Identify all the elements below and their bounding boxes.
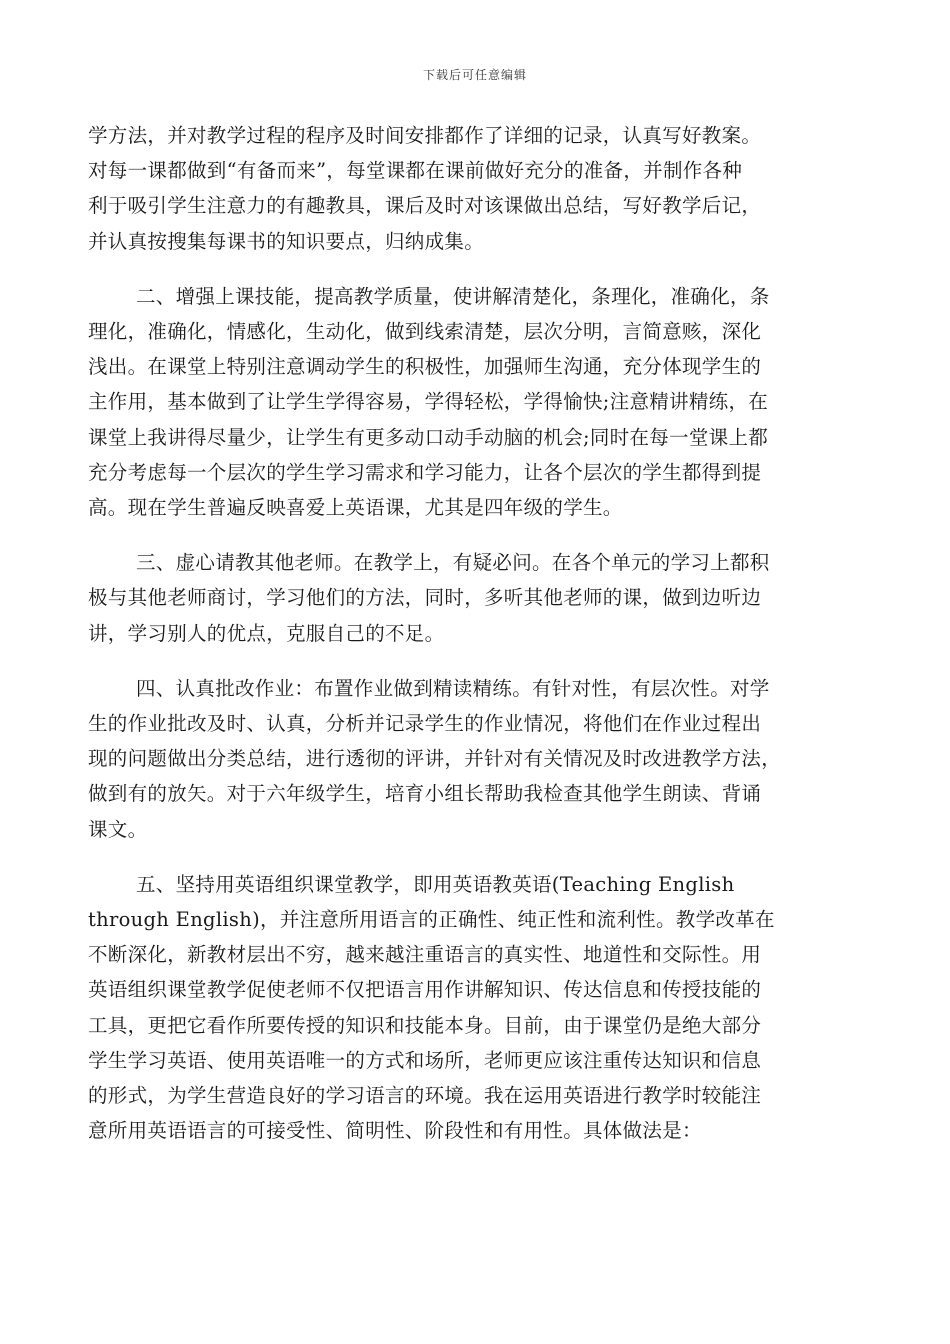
- text-line: 对每一课都做到“有备而来”，每堂课都在课前做好充分的准备，并制作各种: [88, 159, 743, 183]
- text-line: 浅出。在课堂上特别注意调动学生的积极性，加强师生沟通，充分体现学生的: [88, 355, 762, 379]
- text-line: 学生学习英语、使用英语唯一的方式和场所，老师更应该注重传达知识和信息: [88, 1048, 762, 1072]
- text-line: 理化，准确化，情感化，生动化，做到线索清楚，层次分明，言简意赅，深化: [88, 320, 762, 344]
- text-line: 二、增强上课技能，提高教学质量，使讲解清楚化，条理化，准确化，条: [136, 284, 770, 308]
- text-line: 现的问题做出分类总结，进行透彻的评讲，并针对有关情况及时改进教学方法，: [88, 747, 782, 771]
- text-line: 意所用英语语言的可接受性、简明性、阶段性和有用性。具体做法是：: [88, 1119, 702, 1143]
- text-line: 极与其他老师商讨，学习他们的方法，同时，多听其他老师的课，做到边听边: [88, 586, 762, 610]
- text-line: 做到有的放矢。对于六年级学生，培育小组长帮助我检查其他学生朗读、背诵: [88, 782, 762, 806]
- text-line: 主作用，基本做到了让学生学得容易，学得轻松，学得愉快;注意精讲精练，在: [88, 390, 769, 414]
- page-header: 下载后可任意编辑: [422, 68, 527, 82]
- paragraph-section-4: [88, 671, 863, 847]
- text-line: 并认真按搜集每课书的知识要点，归纳成集。: [88, 229, 485, 253]
- text-line: 讲，学习别人的优点，克服自己的不足。: [88, 621, 445, 645]
- text-line: through English)，并注意所用语言的正确性、纯正性和流利性。教学改革在: [88, 908, 775, 932]
- text-line: 学方法，并对教学过程的程序及时间安排都作了详细的记录，认真写好教案。: [88, 124, 762, 147]
- text-line: 工具，更把它看作所要传授的知识和技能本身。目前，由于课堂仍是绝大部分: [88, 1013, 762, 1037]
- text-line: 利于吸引学生注意力的有趣教具，课后及时对该课做出总结，写好教学后记，: [88, 194, 762, 218]
- paragraph-section-3: [88, 545, 863, 651]
- paragraph-section-2: [88, 279, 863, 525]
- document-body: [88, 118, 863, 1148]
- text-line: 高。现在学生普遍反映喜爱上英语课，尤其是四年级的学生。: [88, 496, 623, 520]
- text-line: 课堂上我讲得尽量少，让学生有更多动口动手动脑的机会;同时在每一堂课上都: [88, 425, 769, 449]
- text-line: 五、坚持用英语组织课堂教学，即用英语教英语(Teaching English: [136, 872, 735, 896]
- text-line: 四、认真批改作业：布置作业做到精读精练。有针对性，有层次性。对学: [136, 676, 770, 700]
- paragraph-section-5: [88, 867, 863, 1149]
- text-line: 生的作业批改及时、认真，分析并记录学生的作业情况，将他们在作业过程出: [88, 712, 762, 736]
- text-line: 充分考虑每一个层次的学生学习需求和学习能力，让各个层次的学生都得到提: [88, 460, 762, 484]
- text-line: 的形式，为学生营造良好的学习语言的环境。我在运用英语进行教学时较能注: [88, 1084, 762, 1108]
- text-line: 课文。: [88, 817, 148, 841]
- text-line: 不断深化，新教材层出不穷，越来越注重语言的真实性、地道性和交际性。用: [88, 943, 762, 967]
- text-line: 三、虚心请教其他老师。在教学上，有疑必问。在各个单元的学习上都积: [136, 551, 770, 575]
- text-line: 英语组织课堂教学促使老师不仅把语言用作讲解知识、传达信息和传授技能的: [88, 978, 762, 1002]
- paragraph-continuation: [88, 118, 863, 259]
